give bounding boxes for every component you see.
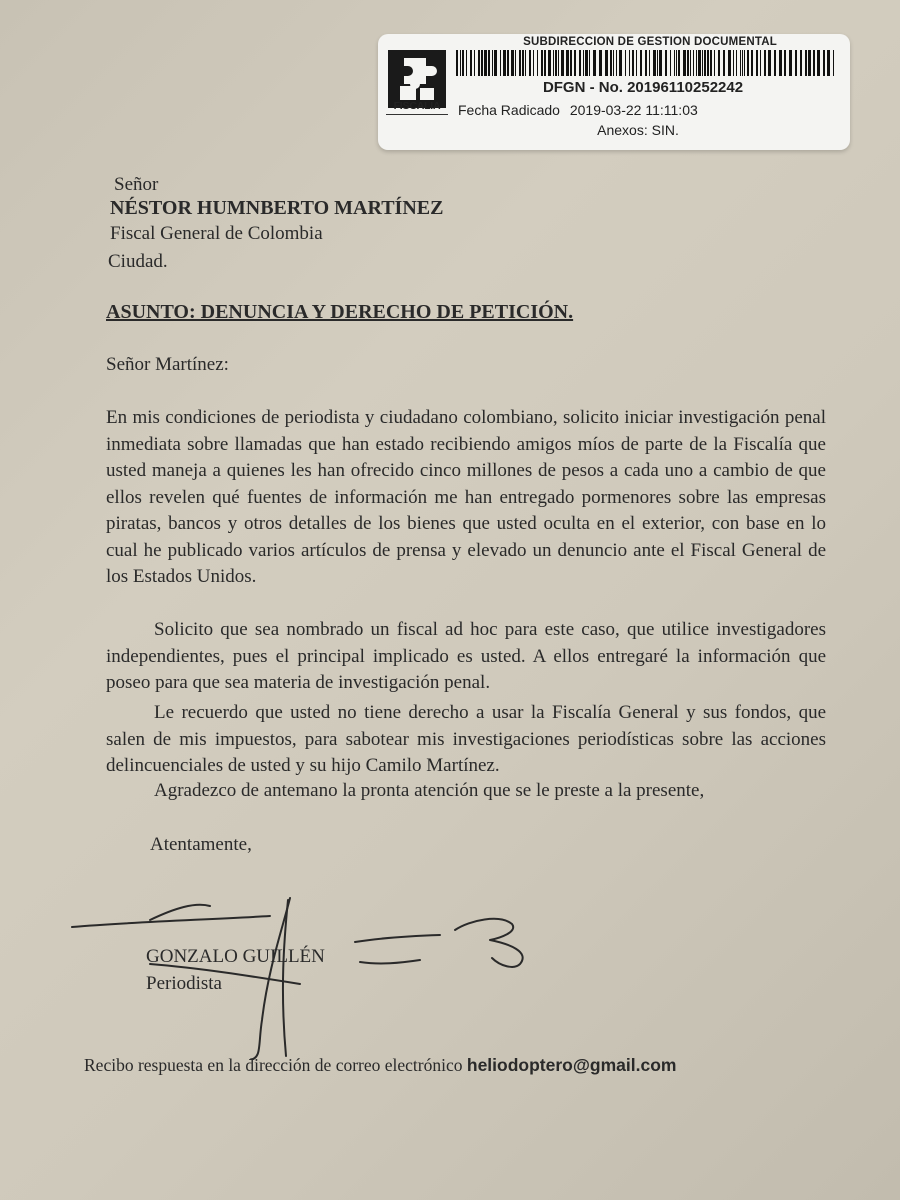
barcode-bar <box>481 50 483 76</box>
barcode-bar <box>707 50 709 76</box>
barcode-bar <box>784 50 786 76</box>
barcode-bar <box>718 50 720 76</box>
barcode-bar <box>789 50 792 76</box>
barcode-bar <box>537 50 538 76</box>
barcode-bar <box>805 50 807 76</box>
filing-date-label: Fecha Radicado <box>458 102 560 118</box>
barcode-bar <box>619 50 622 76</box>
barcode-bar <box>657 50 658 76</box>
barcode-bar <box>649 50 650 76</box>
barcode-bar <box>492 50 493 76</box>
barcode-bar <box>693 50 694 76</box>
annexes: Anexos: SIN. <box>597 122 679 138</box>
barcode-bar <box>544 50 546 76</box>
filing-date-value: 2019-03-22 11:11:03 <box>569 102 698 118</box>
filing-number: DFGN - No. 20196110252242 <box>542 79 744 96</box>
subject-line: ASUNTO: DENUNCIA Y DERECHO DE PETICIÓN. <box>106 301 574 323</box>
barcode-bar <box>629 50 630 76</box>
stamp-unit: SUBDIRECCION DE GESTION DOCUMENTAL <box>523 36 777 48</box>
barcode-bar <box>698 50 701 76</box>
barcode-bar <box>478 50 480 76</box>
barcode-bar <box>494 50 497 76</box>
barcode-bar <box>690 50 691 76</box>
barcode-bar <box>519 50 521 76</box>
barcode-bar <box>670 50 671 76</box>
barcode-bar <box>456 50 458 76</box>
barcode-bar <box>515 50 516 76</box>
barcode-bar <box>795 50 797 76</box>
barcode-bar <box>503 50 506 76</box>
barcode-bar <box>529 50 531 76</box>
barcode-bar <box>665 50 667 76</box>
logo-wordmark: FISCALIA <box>393 100 441 112</box>
fiscalia-logo-icon <box>386 48 448 140</box>
paragraph-4: Agradezco de antemano la pronta atención que se le preste a la presente, <box>154 780 705 801</box>
barcode-bar <box>808 50 811 76</box>
barcode-bar <box>553 50 554 76</box>
barcode-bar <box>460 50 461 76</box>
barcode-bar <box>632 50 634 76</box>
barcode-bar <box>683 50 686 76</box>
barcode-bar <box>574 50 576 76</box>
barcode-bar <box>462 50 464 76</box>
barcode-bar <box>522 50 524 76</box>
barcode-bar <box>768 50 771 76</box>
footer-note <box>84 1052 676 1078</box>
barcode-bar <box>640 50 642 76</box>
barcode-bar <box>747 50 749 76</box>
barcode-bar <box>659 50 662 76</box>
footer-text: Recibo respuesta en la dirección de correo electrónico <box>84 1055 463 1075</box>
barcode-bar <box>470 50 472 76</box>
logo-subline <box>386 114 448 119</box>
barcode-bar <box>813 50 815 76</box>
barcode-bar <box>704 50 706 76</box>
barcode-bar <box>484 50 487 76</box>
barcode-bar <box>613 50 614 76</box>
barcode-bar <box>800 50 802 76</box>
paragraph-3: Le recuerdo que usted no tiene derecho a usar la Fiscalía General y sus fondos, que salen de mis impuestos, para sabotear mis investigaciones periodísticas sobre las acciones delincuenciales de usted y su hijo Camilo Martínez. <box>106 702 826 776</box>
barcode-bar <box>702 50 703 76</box>
signer-role: Periodista <box>146 973 222 994</box>
barcode-bar <box>561 50 564 76</box>
barcode-bar <box>723 50 725 76</box>
barcode-bar <box>744 50 745 76</box>
barcode-bar <box>645 50 647 76</box>
barcode-bar <box>714 50 715 76</box>
barcode-bar <box>760 50 761 76</box>
barcode-bar <box>751 50 753 76</box>
barcode-bar <box>605 50 608 76</box>
barcode-bar <box>525 50 526 76</box>
barcode-bar <box>833 50 834 76</box>
barcode-bar <box>733 50 734 76</box>
barcode-bar <box>583 50 584 76</box>
barcode-bar <box>579 50 581 76</box>
barcode-bar <box>742 50 743 76</box>
barcode-bar <box>779 50 782 76</box>
barcode-bar <box>740 50 741 76</box>
barcode-bar <box>636 50 637 76</box>
barcode-bar <box>616 50 617 76</box>
barcode-bar <box>625 50 626 76</box>
barcode-bar <box>710 50 712 76</box>
barcode-bar <box>500 50 501 76</box>
barcode-bar <box>678 50 680 76</box>
footer-email: heliodoptero@gmail.com <box>466 1055 677 1075</box>
barcode-bar <box>696 50 697 76</box>
greeting: Señor Martínez: <box>106 354 229 375</box>
barcode-bar <box>474 50 475 76</box>
barcode-bar <box>653 50 656 76</box>
barcode-bar <box>817 50 820 76</box>
filing-date <box>458 102 818 118</box>
barcode-bar <box>558 50 559 76</box>
filing-stamp <box>378 34 850 150</box>
recipient-title: Señor <box>114 174 159 195</box>
recipient-position: Fiscal General de Colombia <box>110 223 323 244</box>
barcode-bar <box>570 50 572 76</box>
barcode-bar <box>589 50 590 76</box>
barcode-bar <box>687 50 689 76</box>
barcode-bar <box>774 50 776 76</box>
barcode-bar <box>823 50 825 76</box>
barcode-bar <box>674 50 675 76</box>
barcode-bar <box>676 50 677 76</box>
barcode-bar <box>541 50 543 76</box>
barcode-bar <box>728 50 731 76</box>
barcode-bar <box>756 50 758 76</box>
barcode-bar <box>511 50 514 76</box>
recipient-city: Ciudad. <box>108 251 168 272</box>
handwritten-signature <box>0 880 900 1060</box>
barcode-bar <box>764 50 766 76</box>
barcode-bar <box>566 50 569 76</box>
recipient-name: NÉSTOR HUMNBERTO MARTÍNEZ <box>110 197 444 219</box>
barcode-bar <box>610 50 612 76</box>
barcode-bar <box>548 50 551 76</box>
barcode-bar <box>488 50 490 76</box>
paragraph-1: En mis condiciones de periodista y ciudadano colombiano, solicito iniciar investigación penal inmediata sobre llamadas que han estado recibiendo amigos míos de parte de la Fiscalía que usted maneja a quienes les han ofrecido cinco millones de pesos a cada uno a cambio de que ellos revelen qué fuentes de información me han entregado pormenores sobre las empresas piratas, bancos y otros detalles de los bienes que usted oculta en el exterior, con base en lo cual he publicado varios artículos de prensa y elevado un denuncio ante el Fiscal General de los Estados Unidos. <box>106 407 826 587</box>
barcode <box>456 50 836 76</box>
barcode-bar <box>736 50 737 76</box>
barcode-bar <box>827 50 830 76</box>
barcode-bar <box>533 50 534 76</box>
paragraph-2: Solicito que sea nombrado un fiscal ad hoc para este caso, que utilice investigadores independientes, pues el principal implicado es usted. A ellos entregaré la información que poseo para que sea materia de investigación penal. <box>106 619 826 693</box>
signer-name: GONZALO GUILLÉN <box>146 946 325 967</box>
barcode-bar <box>555 50 557 76</box>
barcode-bar <box>507 50 509 76</box>
barcode-bar <box>466 50 467 76</box>
barcode-bar <box>585 50 588 76</box>
barcode-bar <box>599 50 602 76</box>
closing: Atentamente, <box>150 834 252 855</box>
barcode-bar <box>593 50 596 76</box>
